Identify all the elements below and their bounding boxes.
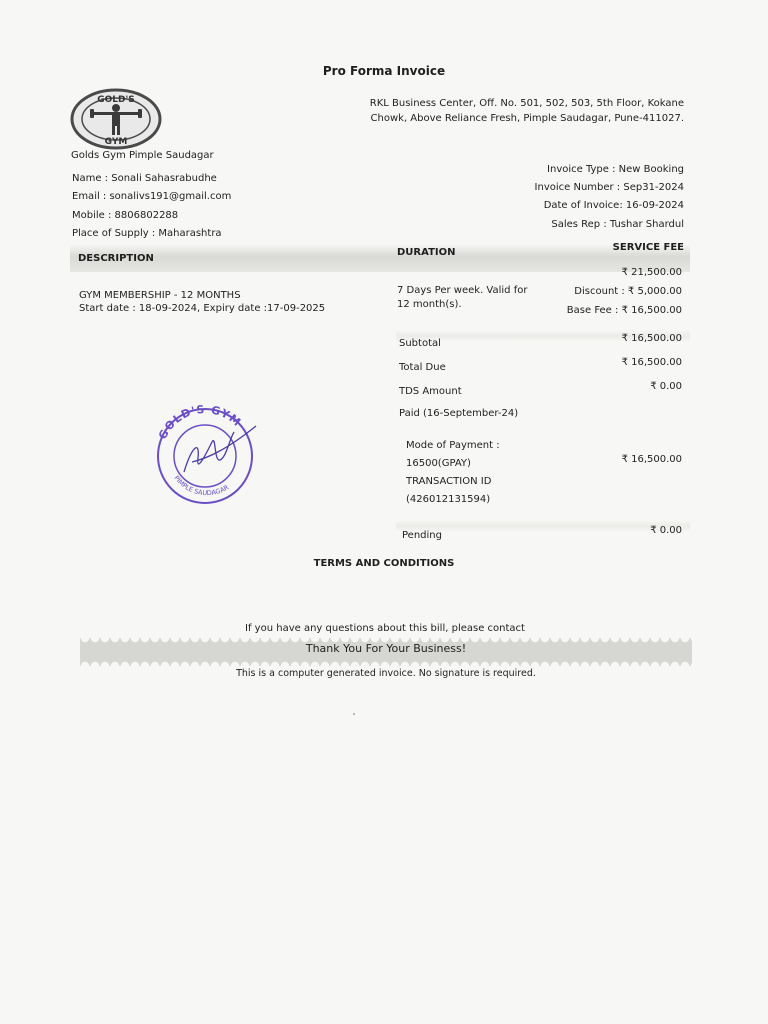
company-stamp — [148, 402, 262, 506]
contact-text: If you have any questions about this bill, please contact — [245, 623, 525, 634]
logo-text-bottom: GYM — [104, 137, 128, 147]
transaction-id: (426012131594) — [406, 494, 491, 505]
branch-name: Golds Gym Pimple Saudagar — [71, 150, 214, 161]
item-fee: ₹ 21,500.00 — [621, 267, 682, 278]
total-due-value: ₹ 16,500.00 — [621, 357, 682, 368]
item-name: GYM MEMBERSHIP - 12 MONTHS — [79, 290, 241, 301]
item-duration-line1: 7 Days Per week. Valid for — [397, 285, 528, 296]
item-discount: Discount : ₹ 5,000.00 — [574, 286, 682, 297]
subtotal-label: Subtotal — [399, 338, 441, 349]
scan-speck — [353, 713, 355, 715]
place-of-supply: Place of Supply : Maharashtra — [72, 228, 222, 239]
header-duration: DURATION — [397, 247, 456, 258]
item-base-fee: Base Fee : ₹ 16,500.00 — [566, 305, 682, 316]
thanks-text: Thank You For Your Business! — [305, 642, 467, 655]
customer-mobile: Mobile : 8806802288 — [72, 210, 179, 221]
customer-name: Name : Sonali Sahasrabudhe — [72, 173, 217, 184]
header-service-fee: SERVICE FEE — [612, 242, 684, 253]
svg-text:GOLD'S GYM — [156, 403, 244, 442]
paid-value: ₹ 16,500.00 — [621, 454, 682, 465]
paid-label: Paid (16-September-24) — [399, 408, 519, 419]
sales-rep: Sales Rep : Tushar Shardul — [551, 219, 684, 230]
tds-label: TDS Amount — [399, 386, 462, 397]
invoice-date: Date of Invoice: 16-09-2024 — [543, 200, 684, 211]
logo-text-top: GOLD'S — [97, 95, 135, 105]
tds-value: ₹ 0.00 — [650, 381, 682, 392]
stamp-text-top: GOLD'S GYM — [155, 402, 244, 442]
stamp-text-bottom: PIMPLE SAUDAGAR — [172, 474, 231, 498]
header-description: DESCRIPTION — [78, 253, 154, 264]
invoice-type: Invoice Type : New Booking — [547, 164, 684, 175]
footer-note: This is a computer generated invoice. No signature is required. — [236, 668, 536, 679]
customer-email: Email : sonalivs191@gmail.com — [72, 191, 232, 202]
payment-mode-amount: 16500(GPAY) — [406, 458, 471, 469]
item-duration-line2: 12 month(s). — [397, 299, 462, 310]
invoice-title: Pro Forma Invoice — [322, 64, 446, 78]
svg-text:PIMPLE SAUDAGAR — [172, 474, 230, 497]
payment-mode-label: Mode of Payment : — [406, 440, 500, 451]
company-address: RKL Business Center, Off. No. 501, 502, 503, 5th Floor, Kokane Chowk, Above Reliance Fresh, Pimple Saudagar, Pune-411027. — [369, 98, 684, 124]
pending-label: Pending — [402, 530, 442, 541]
golds-gym-logo — [70, 88, 162, 150]
table-header-band — [70, 244, 690, 272]
invoice-number: Invoice Number : Sep31-2024 — [534, 182, 684, 193]
subtotal-value: ₹ 16,500.00 — [621, 333, 682, 344]
item-dates: Start date : 18-09-2024, Expiry date :17-09-2025 — [79, 303, 326, 314]
total-due-label: Total Due — [399, 362, 446, 373]
transaction-label: TRANSACTION ID — [406, 476, 492, 487]
terms-heading: TERMS AND CONDITIONS — [313, 558, 455, 569]
pending-value: ₹ 0.00 — [650, 525, 682, 536]
